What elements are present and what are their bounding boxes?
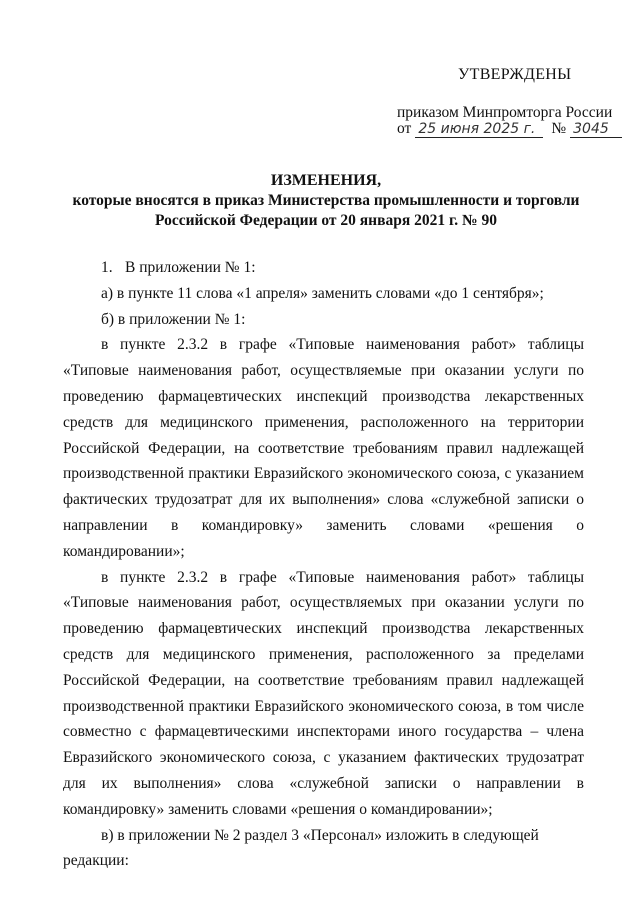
item-1-text: В приложении № 1:	[125, 259, 256, 276]
order-date-number	[397, 120, 622, 138]
order-reference: приказом Минпромторга России	[397, 104, 613, 121]
subitem-a: а) в пункте 11 слова «1 апреля» заменить словами «до 1 сентября»;	[101, 284, 544, 302]
subitem-b: б) в приложении № 1:	[101, 310, 246, 328]
from-label: от	[397, 120, 412, 137]
item-1-number: 1.	[101, 259, 113, 276]
title-line-3: Российской Федерации от 20 января 2021 г. № 90	[155, 212, 497, 229]
handwritten-date: 25 июня 2025 г.	[415, 121, 543, 138]
document-title	[70, 171, 582, 231]
number-label: №	[551, 120, 567, 137]
paragraph-1: в пункте 2.3.2 в графе «Типовые наименования работ» таблицы «Типовые наименования работ, осуществляемые при оказании услуги по проведению фармацевтических инспекций производства лекарственных средств для медицинского применения, расположенного на территории Российской Федерации, на соответствие требованиям правил надлежащей производственной практики Евразийского экономического союза, с указанием фактических трудозатрат для их выполнения» слова «служебной записки о направлении в командировку» заменить словами «решения о командировании»;	[63, 336, 584, 560]
approval-heading: УТВЕРЖДЕНЫ	[458, 66, 572, 83]
handwritten-number: 3045	[570, 121, 622, 138]
paragraph-2: в пункте 2.3.2 в графе «Типовые наименования работ» таблицы «Типовые наименования работ, осуществляемых при оказании услуги по проведению фармацевтических инспекций производства лекарственных средств для медицинского применения, расположенного за пределами Российской Федерации, на соответствие требованиям правил надлежащей производственной практики Евразийского экономического союза, в том числе совместно с фармацевтическими инспекторами иного государства – члена Евразийского экономического союза, с указанием фактических трудозатрат для их выполнения» слова «служебной записки о направлении в командировку» заменить словами «решения о командировании»;	[63, 568, 584, 818]
document-body	[63, 255, 584, 874]
title-line-1: ИЗМЕНЕНИЯ,	[270, 172, 382, 189]
title-line-2: которые вносятся в приказ Министерства промышленности и торговли	[72, 192, 580, 209]
subitem-v: в) в приложении № 2 раздел 3 «Персонал» изложить в следующей редакции:	[63, 826, 539, 870]
item-1	[101, 255, 584, 281]
